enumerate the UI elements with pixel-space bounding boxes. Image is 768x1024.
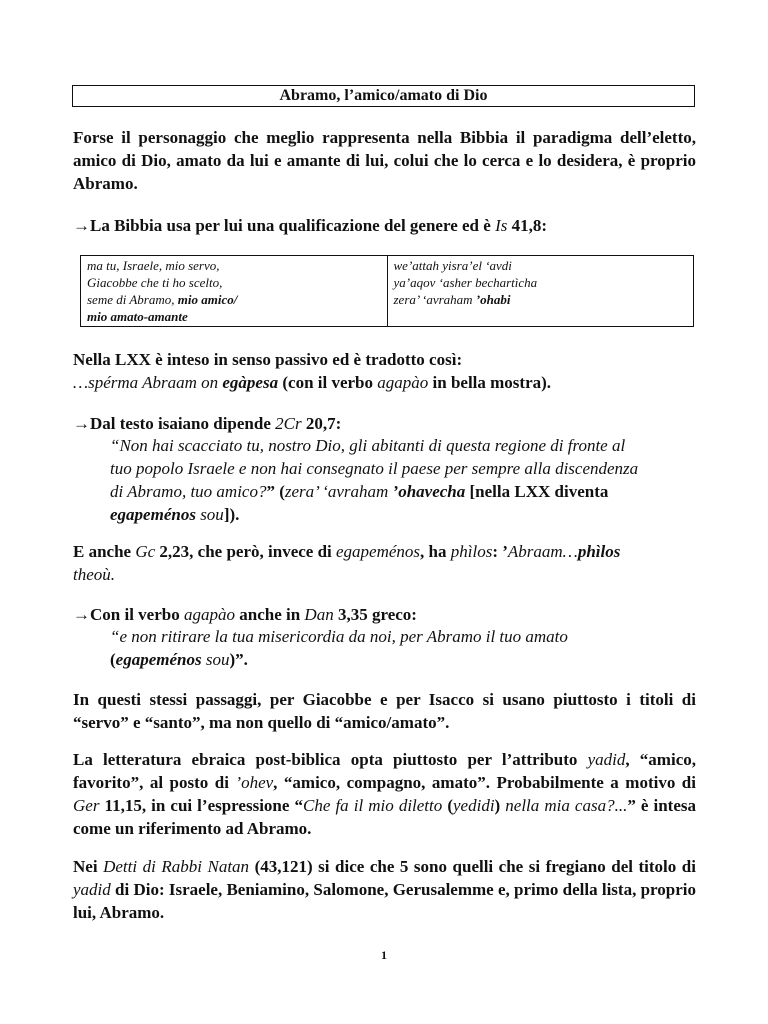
lxx-line: …spérma Abraam on egàpesa (con il verbo agapào in bella mostra). — [73, 373, 552, 392]
isaiah-ref-number: 41,8: — [507, 216, 548, 235]
highlighted-word: ’ohabi — [475, 292, 511, 307]
chronicles-heading: →Dal testo isaiano dipende 2Cr 20,7: — [73, 414, 342, 433]
transliteration-line: ya’aqov ‘asher bechartìcha — [393, 275, 538, 290]
italian-verse-cell — [81, 256, 388, 327]
hebrew-transliteration-cell — [387, 256, 694, 327]
lxx-paragraph — [73, 348, 696, 394]
quote-line: (egapeménos sou)”. — [110, 650, 248, 669]
daniel-quote — [110, 625, 658, 671]
italian-verse-line: ma tu, Israele, mio servo, — [87, 258, 220, 273]
italian-verse-line: Giacobbe che ti ho scelto, — [87, 275, 223, 290]
james-paragraph: E anche Gc 2,23, che però, invece di egapeménos, ha phìlos: ’Abraam…phìlos theoù. — [73, 542, 621, 584]
isaiah-intro-text: →La Bibbia usa per lui una qualificazione del genere ed è — [73, 216, 496, 235]
titles-paragraph: In questi stessi passaggi, per Giacobbe e per Isacco si usano piuttosto i titoli di “servo” e “santo”, ma non quello di “amico/amato”. — [73, 690, 696, 732]
transliteration-line: we’attah yisra’el ‘avdi — [393, 258, 512, 273]
quote-line: egapeménos sou]). — [110, 505, 240, 524]
daniel-heading: →Con il verbo agapào anche in Dan 3,35 greco: — [73, 605, 417, 624]
intro-paragraph: Forse il personaggio che meglio rappresenta nella Bibbia il paradigma dell’eletto, amico di Dio, amato da lui e amante di lui, colui che lo cerca e lo desidera, è proprio Abramo. — [73, 128, 696, 193]
isaiah-ref-book: Is — [495, 216, 508, 235]
highlighted-phrase: mio amico/ — [177, 292, 238, 307]
isaiah-verse-table — [80, 255, 694, 327]
page-title: Abramo, l’amico/amato di Dio — [72, 85, 695, 107]
page-number: 1 — [381, 948, 387, 962]
quote-line: “e non ritirare la tua misericordia da noi, per Abramo il tuo amato — [110, 627, 568, 646]
italian-verse-line: seme di Abramo, mio amico/ — [87, 292, 238, 307]
highlighted-phrase: mio amato-amante — [87, 309, 188, 324]
quote-line: tuo popolo Israele e non hai consegnato il paese per sempre alla discendenza — [110, 459, 639, 478]
quote-line: “Non hai scacciato tu, nostro Dio, gli abitanti di questa regione di fronte al — [110, 436, 626, 455]
transliteration-line: zera’ ‘avraham ’ohabi — [393, 292, 511, 307]
lxx-line: Nella LXX è inteso in senso passivo ed è tradotto così: — [73, 350, 463, 369]
natan-paragraph: Nei Detti di Rabbi Natan (43,121) si dice che 5 sono quelli che si fregiano del titolo di yadid di Dio: Israele, Beniamino, Salomone, Gerusalemme e, primo della lista, proprio lui, Abramo. — [73, 857, 696, 922]
yadid-paragraph: La letteratura ebraica post-biblica opta piuttosto per l’attributo yadid, “amico, favorito”, al posto di ’ohev, “amico, compagno, amato”. Probabilmente a motivo di Ger 11,15, in cui l’espressione “Che fa il mio diletto (yedidi) nella mia casa?...” è intesa come un riferimento ad Abramo. — [73, 750, 697, 838]
isaiah-intro-paragraph — [73, 214, 696, 237]
quote-line: di Abramo, tuo amico?” (zera’ ‘avraham ’ohavecha [nella LXX diventa — [110, 482, 609, 501]
chronicles-quote — [110, 434, 658, 526]
